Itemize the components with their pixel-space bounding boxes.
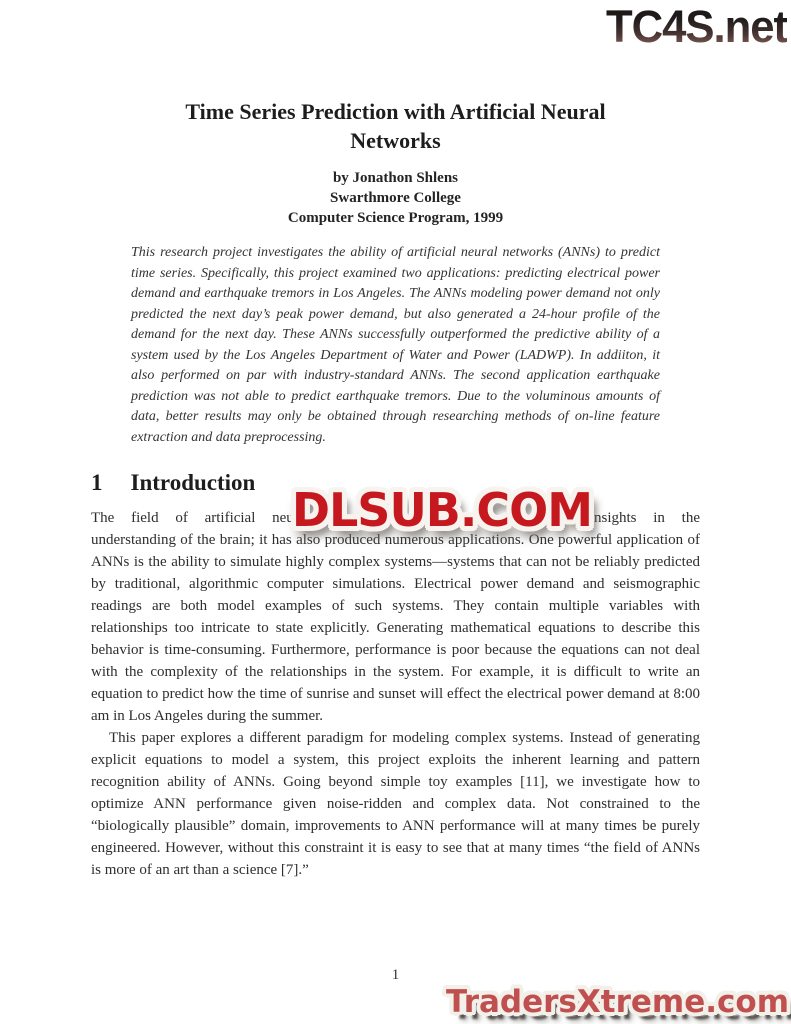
paper-title [91, 97, 700, 155]
paragraph-1-text-after-watermark: insights in the understanding of the brain; it has also produced numerous applications. One powerful application of ANNs is the ability to simulate highly complex systems—systems that can not be reliably predicted by traditional, algorithmic computer simulations. Electrical power demand and seismographic readings are both model examples of such systems. They contain multiple variables with relationships too intricate to state explicitly. Generating mathematical equations to describe this behavior is time-consuming. Furthermore, performance is poor because the equations can not deal with the complexity of the relationships in the system. For example, it is difficult to write an equation to predict how the time of sunrise and sunset will effect the electrical power demand at 8:00 am in Los Angeles during the summer. [91, 510, 701, 724]
byline [91, 168, 700, 228]
paragraph-1 [91, 483, 701, 727]
program-line: Computer Science Program, 1999 [287, 210, 504, 226]
paragraph-2: This paper explores a different paradigm for modeling complex systems. Instead of generating explicit equations to model a system, this project exploits the inherent learning and pattern recognition ability of ANNs. Going beyond simple toy examples [11], we investigate how to optimize ANN performance given noise-ridden and complex data. Not constrained to the “biologically plausible” domain, improvements to ANN performance will at many times be purely engineered. However, without this constraint it is easy to see that at many times “the field of ANNs is more of an art than a science [7].” [91, 730, 700, 878]
paper-title-line-1: Time Series Prediction with Artificial Neural [185, 99, 606, 124]
abstract-text: This research project investigates the ability of artificial neural networks (ANNs) to predict time series. Specifically, this project examined two applications: predicting electrical power demand and earthquake tremors in Los Angeles. The ANNs modeling power demand not only predicted the next day’s peak power demand, but also generated a 24-hour profile of the demand for the next day. These ANNs successfully outperformed the predictive ability of a system used by the Los Angeles Department of Water and Power (LADWP). In addiiton, it also performed on par with industry-standard ANNs. The second application earthquake prediction was not able to predict earthquake tremors. Due to the voluminous amounts of data, better results may only be obtained through researching methods of on-line feature extraction and data preprocessing. [131, 245, 660, 445]
dlsub-watermark-text: DLSUB.COM [291, 483, 592, 537]
affiliation-line: Swarthmore College [330, 190, 461, 206]
dlsub-watermark [291, 483, 592, 537]
section-number: 1 [91, 470, 103, 495]
page-number: 1 [391, 967, 400, 983]
tradersxtreme-watermark: TradersXtreme.com [445, 984, 789, 1020]
author-line: by Jonathon Shlens [332, 170, 459, 186]
paragraph-1-text-before-watermark: The field of artificial neu [91, 510, 294, 526]
tc4s-watermark: TC4S.net [606, 0, 787, 54]
section-title: Introduction [130, 470, 256, 495]
paper-title-line-2: Networks [350, 128, 441, 153]
